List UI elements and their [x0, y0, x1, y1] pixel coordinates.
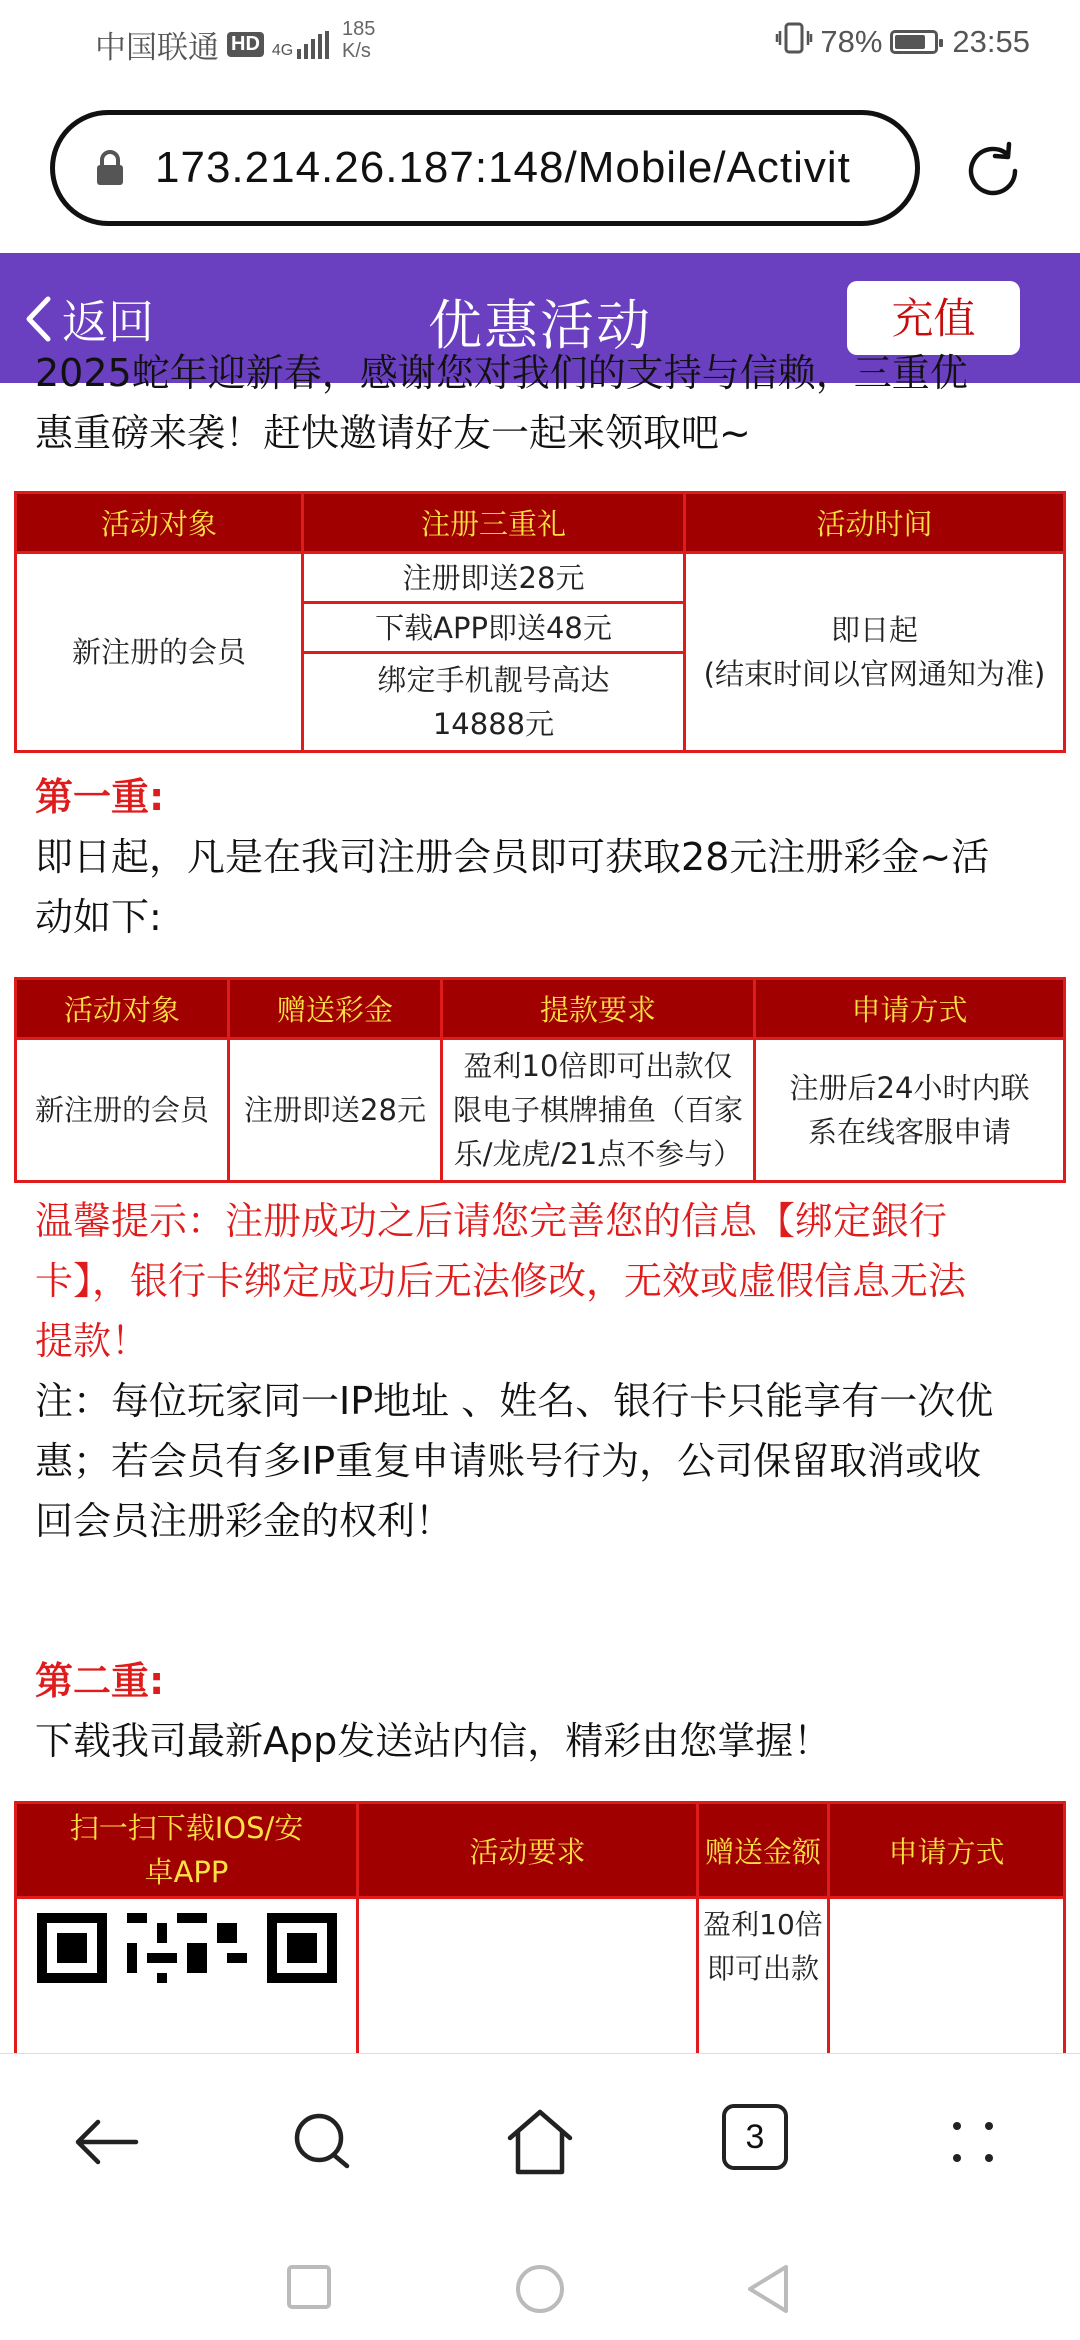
url-text[interactable]: 173.214.26.187:148/Mobile/Activit: [155, 143, 851, 192]
carrier-label: 中国联通: [95, 30, 219, 65]
tabs-button[interactable]: 3: [722, 2104, 788, 2170]
search-icon[interactable]: [285, 2104, 361, 2180]
network-speed: [342, 18, 375, 62]
vibrate-icon: [776, 22, 812, 62]
battery-percent: 78%: [820, 24, 883, 59]
gift-cell: 注册即送28元: [303, 553, 685, 603]
intro-line: 2025蛇年迎新春，感谢您对我们的支持与信赖，三重优: [35, 351, 968, 395]
hd-badge: HD: [227, 32, 264, 57]
table-header-cell: 申请方式: [755, 979, 1065, 1039]
table-header-cell: 活动对象: [16, 979, 229, 1039]
note-line: 回会员注册彩金的权利！: [35, 1499, 454, 1543]
clock: 23:55: [952, 24, 1030, 59]
reload-icon[interactable]: [960, 138, 1026, 204]
apply-cell: 注册后24小时内联系在线客服申请: [755, 1039, 1065, 1182]
table-header-cell: 注册三重礼: [303, 493, 685, 553]
table-row: [16, 553, 1065, 603]
browser-toolbar: [0, 2053, 1080, 2234]
recent-apps-icon[interactable]: [285, 2263, 333, 2311]
speed-unit: K/s: [342, 40, 371, 62]
speed-value: 185: [342, 18, 376, 40]
table-header-cell: 活动要求: [358, 1803, 698, 1898]
table-header-cell: 扫一扫下载IOS/安卓APP: [16, 1803, 358, 1898]
section-title: 第二重:: [35, 1659, 165, 1703]
time-cell: [685, 553, 1065, 752]
network-type-label: 4G: [271, 41, 294, 59]
section-desc: 下载我司最新App发送站内信，精彩由您掌握！: [35, 1719, 832, 1763]
home-circle-icon[interactable]: [514, 2263, 566, 2315]
target-cell: 新注册的会员: [16, 553, 303, 752]
gift-cell: 绑定手机靓号高达14888元: [303, 653, 685, 752]
tip-line: 温馨提示：注册成功之后请您完善您的信息【绑定銀行: [35, 1199, 948, 1243]
table-header-cell: 申请方式: [829, 1803, 1065, 1898]
table-header-cell: 赠送彩金: [229, 979, 442, 1039]
note-line: 注：每位玩家同一IP地址 、姓名、银行卡只能享有一次优: [35, 1379, 994, 1423]
activity-content[interactable]: [0, 351, 1080, 2053]
table-header-cell: 活动对象: [16, 493, 303, 553]
table-header-cell: 活动时间: [685, 493, 1065, 553]
section-desc: 即日起，凡是在我司注册会员即可获取28元注册彩金~活: [35, 835, 990, 879]
section-desc: 动如下:: [35, 895, 162, 939]
tip-line: 提款！: [35, 1319, 150, 1363]
bonus-cell: 注册即送28元: [229, 1039, 442, 1182]
address-bar[interactable]: [50, 110, 920, 226]
amount-cell: 盈利10倍即可出款: [698, 1898, 829, 2233]
table-header-row: [16, 979, 1065, 1039]
intro-line: 惠重磅来袭！赶快邀请好友一起来领取吧~: [35, 411, 751, 455]
time-end-note: (结束时间以官网通知为准): [703, 657, 1046, 691]
gift-cell: 下载APP即送48元: [303, 603, 685, 653]
table-header-row: [16, 493, 1065, 553]
gift-overview-table: [14, 491, 1066, 753]
target-cell: 新注册的会员: [16, 1039, 229, 1182]
page-title: 优惠活动: [428, 294, 652, 357]
back-label: 返回: [62, 295, 154, 349]
section-title: 第一重:: [35, 775, 165, 819]
table-header-cell: 赠送金额: [698, 1803, 829, 1898]
battery-icon: [890, 30, 938, 54]
note-line: 惠；若会员有多IP重复申请账号行为，公司保留取消或收: [35, 1439, 982, 1483]
table-header-cell: 提款要求: [442, 979, 755, 1039]
recharge-button[interactable]: 充值: [847, 281, 1020, 355]
requirement-cell: 盈利10倍即可出款仅限电子棋牌捕鱼（百家乐/龙虎/21点不参与）: [442, 1039, 755, 1182]
registration-bonus-table: [14, 977, 1066, 1183]
tip-line: 卡】，银行卡绑定成功后无法修改，无效或虚假信息无法: [35, 1259, 967, 1303]
time-start: 即日起: [830, 613, 918, 647]
table-row: [16, 1039, 1065, 1182]
back-arrow-icon[interactable]: [70, 2104, 146, 2180]
status-bar: [0, 0, 1080, 86]
home-icon[interactable]: [502, 2104, 578, 2180]
lock-icon: [95, 150, 125, 186]
more-icon[interactable]: [935, 2104, 1011, 2180]
signal-icon: [272, 31, 329, 59]
table-header-row: [16, 1803, 1065, 1898]
back-triangle-icon[interactable]: [744, 2263, 792, 2315]
system-nav-bar: [0, 2233, 1080, 2340]
